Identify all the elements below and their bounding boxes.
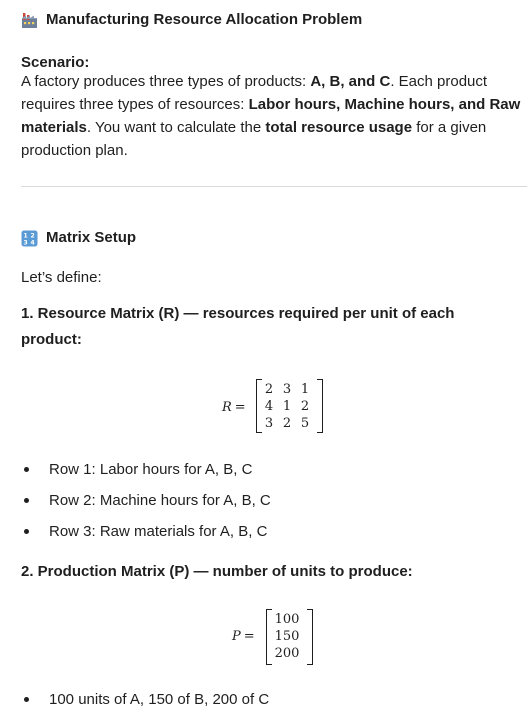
bullet-dot	[24, 467, 29, 472]
equals-sign: =	[234, 400, 246, 415]
factory-icon	[21, 12, 38, 29]
svg-text:4: 4	[30, 238, 35, 246]
right-bracket	[317, 379, 323, 433]
matrix-cell: 2	[264, 382, 274, 397]
matrix-cell: 3	[282, 382, 292, 397]
matrix-setup-heading	[21, 228, 136, 248]
matrix-cell: 3	[264, 416, 274, 431]
numbers-1234-icon	[21, 230, 38, 247]
matrix-cell: 1	[300, 382, 310, 397]
scenario-heading: Scenario:	[21, 54, 90, 71]
matrix-cell: 4	[264, 399, 274, 414]
matrix-cell: 100	[274, 612, 300, 627]
matrix-cell: 2	[282, 416, 292, 431]
scenario-paragraph: A factory produces three types of products: A, B, and C. Each product requires three types of resources: Labor hours, Machine hours, and Raw materials. You want to calculate the total resource usage for a given production plan.	[21, 73, 521, 159]
svg-text:3: 3	[23, 238, 28, 246]
matrix-cell: 1	[282, 399, 292, 414]
matrix-setup-intro: Let’s define:	[21, 269, 102, 286]
resource-matrix-equation	[222, 378, 332, 434]
resource-matrix-heading: 1. Resource Matrix (R) — resources required per unit of each product:	[21, 305, 455, 348]
bullet-dot	[24, 529, 29, 534]
resource-matrix-symbol: R	[222, 400, 232, 415]
production-matrix-symbol: P	[232, 629, 241, 644]
document-title	[21, 10, 362, 30]
matrix-cell: 2	[300, 399, 310, 414]
production-matrix-equation	[232, 608, 322, 666]
matrix-cell: 200	[274, 646, 300, 661]
matrix-cell: 5	[300, 416, 310, 431]
right-bracket	[307, 609, 313, 665]
bullet-dot	[24, 498, 29, 503]
title-text: Manufacturing Resource Allocation Problem	[46, 11, 363, 28]
svg-text:2: 2	[30, 231, 35, 239]
section-divider	[21, 186, 527, 187]
document: Manufacturing Resource Allocation Problem Scenario: A factory produces three types of products: A, B, and C. Each product requires three types of resources: Labor hours, Machine hours, and Raw materials. You want to calculate the total resource usage for a given production plan. 1 2 3 4 Matrix Setup Let’s define: 1. Resource Matrix (R) — resources required per unit of each product: R = 2 3 1 4 1 2 3 2 5 Row 1: Labor hours for A, B, C Row 2: Machine hours for A, B, C Row 3: Raw materials for A, B, C 2. Production Matrix (P) — number of units to produce: P = 100 150 200 100 units of A, 150 of B, 200 of C	[0, 0, 531, 717]
production-matrix-heading: 2. Production Matrix (P) — number of units to produce:	[21, 563, 413, 580]
svg-text:1: 1	[23, 231, 28, 239]
matrix-cell: 150	[274, 629, 300, 644]
matrix-setup-heading-text: Matrix Setup	[46, 229, 137, 246]
bullet-dot	[24, 697, 29, 702]
equals-sign: =	[243, 629, 255, 644]
